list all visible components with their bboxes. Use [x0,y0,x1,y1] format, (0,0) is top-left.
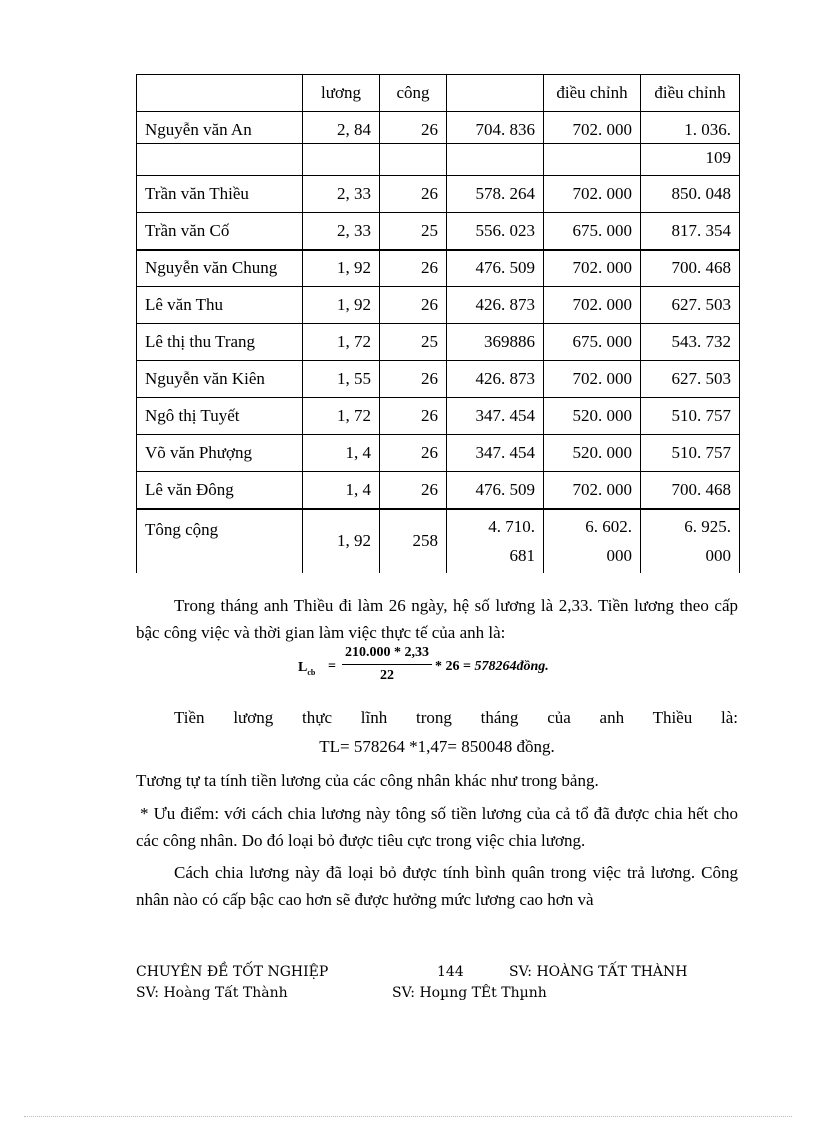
header-cell-days: công [380,75,447,112]
adjust2-cell: 817. 354 [641,213,740,250]
adjust2-cell: 1. 036. [641,112,740,144]
page-edge-divider [24,1116,792,1117]
table-row [137,472,740,509]
header-cell [137,75,303,112]
total-adjust2-line2: 000 [705,546,731,565]
formula-denominator: 22 [380,668,394,683]
base-cell: 426. 873 [447,361,544,398]
total-base-line2: 681 [509,546,535,565]
adjust2-cell: 700. 468 [641,250,740,287]
coef-cell: 1, 92 [303,287,380,324]
name-cell: Lê văn Đông [137,472,303,509]
name-cell: Trần văn Thiều [137,176,303,213]
formula-result: * 26 = 578264đồng. [435,659,549,674]
footer-author-upper: SV: HOÀNG TẤT THÀNH [509,964,688,980]
table-row [137,176,740,213]
total-label: Tông cộng [137,509,303,573]
adjust1-cell: 702. 000 [544,112,641,144]
paragraph-2: Tiền lương thực lĩnh trong tháng của anh Thiều là: [174,708,738,727]
days-cell: 26 [380,361,447,398]
paragraph-5: Cách chia lương này đã loại bỏ được tính bình quân trong việc trả lương. Công nhân nào có cấp bậc cao hơn sẽ được hưởng mức lương cao hơn và [136,863,738,909]
name-cell: Nguyễn văn An [137,112,303,144]
total-adjust1-line1: 6. 602. [585,517,632,536]
adjust2-cell: 543. 732 [641,324,740,361]
name-cell: Ngô thị Tuyết [137,398,303,435]
base-cell: 369886 [447,324,544,361]
table-row [137,435,740,472]
total-adjust1-line2: 000 [606,546,632,565]
coef-cell: 1, 4 [303,435,380,472]
header-cell [447,75,544,112]
base-cell: 578. 264 [447,176,544,213]
adjust2-cell: 850. 048 [641,176,740,213]
base-cell: 704. 836 [447,112,544,144]
paragraph-1: Trong tháng anh Thiều đi làm 26 ngày, hệ số lương là 2,33. Tiền lương theo cấp bậc công việc và thời gian làm việc thực tế của anh là: [136,596,738,642]
table-row [137,398,740,435]
empty-cell [137,144,303,176]
total-adjust2 [641,509,740,573]
total-adjust1 [544,509,641,573]
base-cell: 476. 509 [447,472,544,509]
adjust2-cell-cont: 109 [641,144,740,176]
adjust1-cell: 520. 000 [544,398,641,435]
table-row [137,324,740,361]
name-cell: Lê thị thu Trang [137,324,303,361]
table-row-continuation [137,144,740,176]
days-cell: 26 [380,112,447,144]
total-coef: 1, 92 [303,509,380,573]
empty-cell [544,144,641,176]
days-cell: 26 [380,176,447,213]
name-cell: Võ văn Phượng [137,435,303,472]
total-base-line1: 4. 710. [488,517,535,536]
table-row [137,250,740,287]
days-cell: 26 [380,250,447,287]
empty-cell [303,144,380,176]
adjust1-cell: 675. 000 [544,324,641,361]
name-cell: Lê văn Thu [137,287,303,324]
header-cell-adjust2: điều chỉnh [641,75,740,112]
empty-cell [380,144,447,176]
formula-fraction [342,645,432,684]
total-days: 258 [380,509,447,573]
formula-equals: = [328,659,336,674]
total-base [447,509,544,573]
adjust1-cell: 702. 000 [544,472,641,509]
table-row [137,213,740,250]
adjust1-cell: 702. 000 [544,250,641,287]
footer-author-garbled: SV: Hoµng TÊt Thµnh [392,985,547,1001]
days-cell: 26 [380,435,447,472]
formula-label: $L_{cb}$ [298,660,316,677]
coef-cell: 2, 84 [303,112,380,144]
adjust1-cell: 702. 000 [544,176,641,213]
paragraph-3: Tương tự ta tính tiền lương của các công nhân khác như trong bảng. [136,771,599,790]
table-row [137,112,740,144]
total-adjust2-line1: 6. 925. [684,517,731,536]
adjust1-cell: 702. 000 [544,361,641,398]
coef-cell: 1, 92 [303,250,380,287]
adjust1-cell: 675. 000 [544,213,641,250]
coef-cell: 2, 33 [303,176,380,213]
adjust2-cell: 510. 757 [641,398,740,435]
coef-cell: 1, 55 [303,361,380,398]
formula-numerator: 210.000 * 2,33 [342,645,432,665]
days-cell: 26 [380,398,447,435]
base-cell: 556. 023 [447,213,544,250]
coef-cell: 1, 72 [303,324,380,361]
header-cell-coef: lương [303,75,380,112]
coef-cell: 1, 72 [303,398,380,435]
coef-cell: 2, 33 [303,213,380,250]
days-cell: 26 [380,287,447,324]
adjust1-cell: 520. 000 [544,435,641,472]
base-cell: 347. 454 [447,398,544,435]
adjust2-cell: 627. 503 [641,287,740,324]
days-cell: 25 [380,213,447,250]
base-cell: 426. 873 [447,287,544,324]
coef-cell: 1, 4 [303,472,380,509]
table-header-row [137,75,740,112]
adjust1-cell: 702. 000 [544,287,641,324]
page-number: 144 [437,964,464,980]
days-cell: 25 [380,324,447,361]
name-cell: Trần văn Cố [137,213,303,250]
base-cell: 476. 509 [447,250,544,287]
footer-author: SV: Hoàng Tất Thành [136,985,288,1001]
table-row [137,361,740,398]
table-row [137,287,740,324]
base-cell: 347. 454 [447,435,544,472]
days-cell: 26 [380,472,447,509]
paragraph-4: * Ưu điểm: với cách chia lương này tông số tiền lương của cả tổ đã được chia hết cho các công nhân. Do đó loại bỏ được tiêu cực trong việc chia lương. [136,804,738,850]
paragraph-2-formula: TL= 578264 *1,47= 850048 đồng. [319,737,555,756]
header-cell-adjust1: điều chỉnh [544,75,641,112]
footer-title: CHUYÊN ĐỀ TỐT NGHIỆP [136,964,329,980]
adjust2-cell: 627. 503 [641,361,740,398]
salary-table [136,74,740,573]
table-total-row [137,509,740,573]
name-cell: Nguyễn văn Kiên [137,361,303,398]
adjust2-cell: 700. 468 [641,472,740,509]
adjust2-cell: 510. 757 [641,435,740,472]
name-cell: Nguyễn văn Chung [137,250,303,287]
empty-cell [447,144,544,176]
